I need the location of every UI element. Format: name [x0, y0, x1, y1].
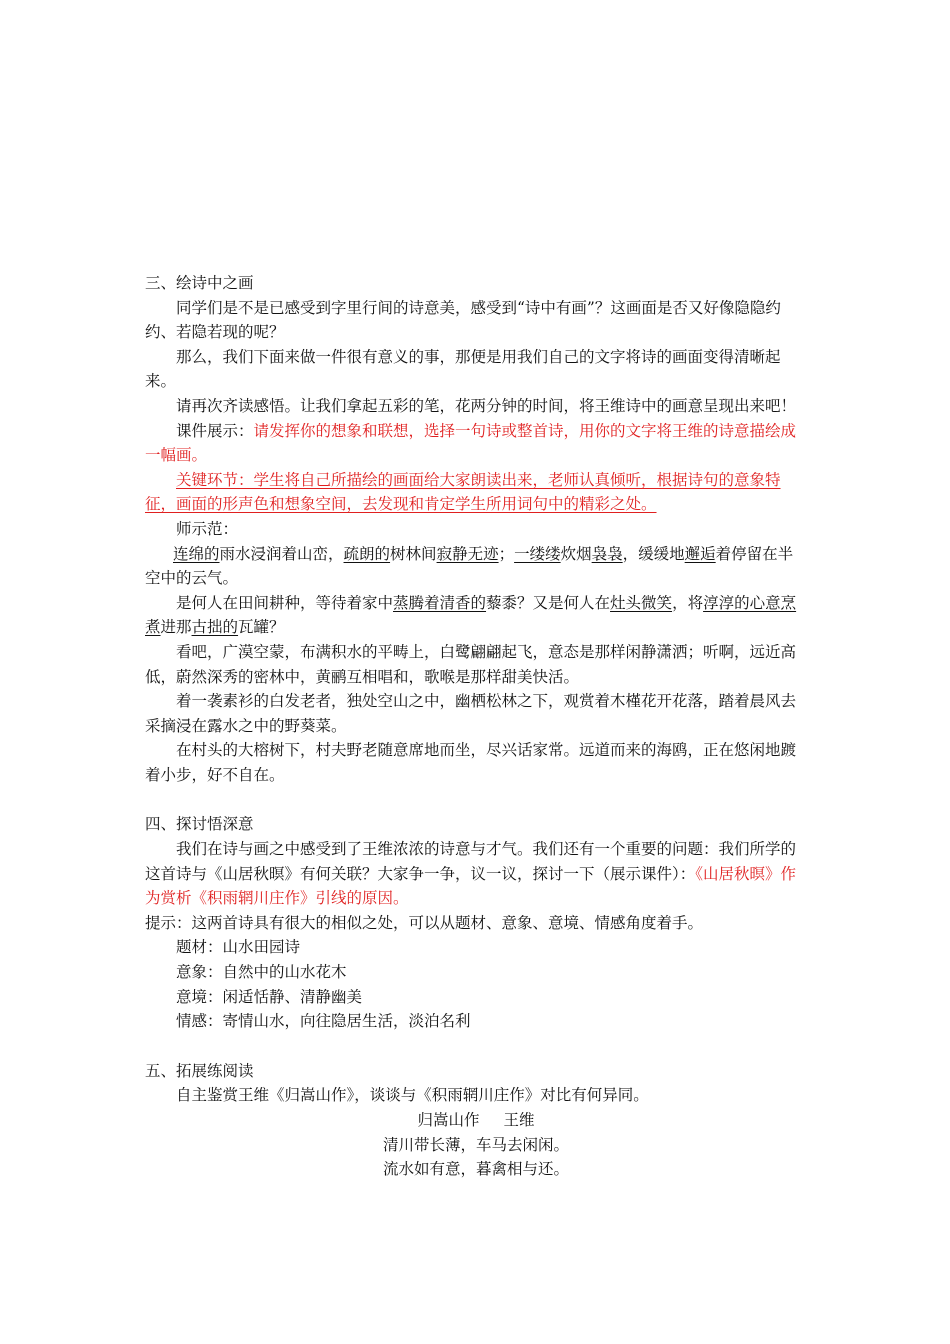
section4-heading: 四、探讨悟深意 [145, 815, 254, 834]
spacer [145, 1034, 807, 1059]
courseware-label: 课件展示： [176, 421, 254, 440]
emotion-line: 情感：寄情山水，向往隐居生活，淡泊名利 [176, 1012, 471, 1031]
demo-paragraph-2 [145, 591, 807, 640]
demo-phrase: 古拙的 [191, 618, 239, 637]
poem-author: 王维 [503, 1111, 535, 1129]
teacher-demo-label: 师示范： [176, 519, 239, 538]
section3-heading: 三、绘诗中之画 [145, 274, 254, 292]
demo-phrase: 袅袅 [591, 544, 623, 563]
spacer [145, 787, 807, 812]
demo-paragraph-1 [145, 542, 807, 591]
demo-phrase: 邂逅 [684, 544, 716, 563]
section4-paragraph-1 [145, 837, 807, 911]
demo-phrase: 一缕缕 [514, 544, 561, 563]
demo-text: ，将 [672, 593, 704, 612]
poem-line-2: 流水如有意，暮禽相与还。 [382, 1160, 569, 1179]
mood-line: 意境：闲适恬静、清静幽美 [176, 987, 363, 1006]
demo-text: 雨水浸润着山峦， [219, 544, 344, 563]
demo-paragraph-5: 在村头的大榕树下，村夫野老随意席地而坐，尽兴话家常。远道而来的海鸥，正在悠闲地踱着小步，好不自在。 [145, 741, 797, 784]
demo-text: 炊烟 [560, 544, 592, 563]
demo-text: ，缓缓地 [622, 544, 685, 563]
section4-text: 我们在诗与画之中感受到了王维浓浓的诗意与才气。我们还有一个重要的问题：我们所学的这首诗与《山居秋暝》有何关联？大家争一争，议一议，探讨一下（展示课件）： [145, 840, 797, 883]
poem-title-line [145, 1108, 807, 1133]
poem-line-1: 清川带长薄，车马去闲闲。 [382, 1135, 569, 1154]
demo-paragraph-3: 看吧，广漠空蒙，布满积水的平畴上，白鹭翩翩起飞，意态是那样闲静潇洒；听啊，远近高低，蔚然深秀的密林中，黄鹂互相唱和，歌喉是那样甜美快活。 [145, 642, 797, 686]
theme-line: 题材：山水田园诗 [176, 938, 301, 957]
demo-phrase: 寂静无迹 [436, 544, 499, 563]
demo-phrase: 连绵的 [173, 544, 220, 563]
section3-paragraph-3: 请再次齐读感悟。让我们拿起五彩的笔，花两分钟的时间，将王维诗中的画意呈现出来吧！ [176, 396, 797, 415]
demo-phrase: 灶头微笑 [610, 593, 673, 612]
courseware-text: 请发挥你的想象和联想，选择一句诗或整首诗，用你的文字将王维的诗意描绘成一幅画。 [145, 421, 797, 465]
demo-text: 瓦罐？ [238, 618, 285, 637]
poem-title: 归嵩山作 [417, 1111, 480, 1129]
demo-phrase: 蒸腾着清香的 [393, 593, 487, 612]
document-page [145, 271, 807, 1182]
demo-phrase: 淳淳的心意烹煮 [145, 593, 797, 637]
demo-text: ； [498, 544, 515, 563]
demo-text: 是何人在田间耕种，等待着家中 [176, 593, 394, 612]
demo-text: 藜黍？又是何人在 [486, 593, 611, 612]
demo-text: 着停留在半空中的云气。 [145, 544, 794, 588]
key-step-paragraph: 关键环节：学生将自己所描绘的画面给大家朗读出来，老师认真倾听，根据诗句的意象特征，画面的形声色和想象空间，去发现和肯定学生所用词句中的精彩之处。 [145, 470, 781, 514]
demo-paragraph-4: 着一袭素衫的白发老者，独处空山之中，幽栖松林之下，观赏着木槿花开花落，踏着晨风去采摘浸在露水之中的野葵菜。 [145, 692, 797, 735]
section4-red-text: 《山居秋暝》作为赏析《积雨辋川庄作》引线的原因。 [145, 864, 797, 908]
imagery-line: 意象：自然中的山水花木 [176, 963, 347, 982]
section5-paragraph-1: 自主鉴赏王维《归嵩山作》，谈谈与《积雨辋川庄作》对比有何异同。 [176, 1086, 649, 1105]
hint-paragraph: 提示：这两首诗具有很大的相似之处，可以从题材、意象、意境、情感角度着手。 [145, 913, 704, 932]
demo-text: 树林间 [390, 544, 437, 563]
courseware-paragraph [145, 419, 807, 468]
demo-text: 进那 [160, 618, 192, 637]
demo-phrase: 疏朗的 [343, 544, 391, 563]
section3-paragraph-2: 那么，我们下面来做一件很有意义的事，那便是用我们自己的文字将诗的画面变得清晰起来。 [145, 347, 781, 391]
section5-heading: 五、拓展练阅读 [145, 1061, 254, 1080]
section3-paragraph-1: 同学们是不是已感受到字里行间的诗意美，感受到“诗中有画”？这画面是否又好像隐隐约约、若隐若现的呢？ [145, 298, 781, 342]
